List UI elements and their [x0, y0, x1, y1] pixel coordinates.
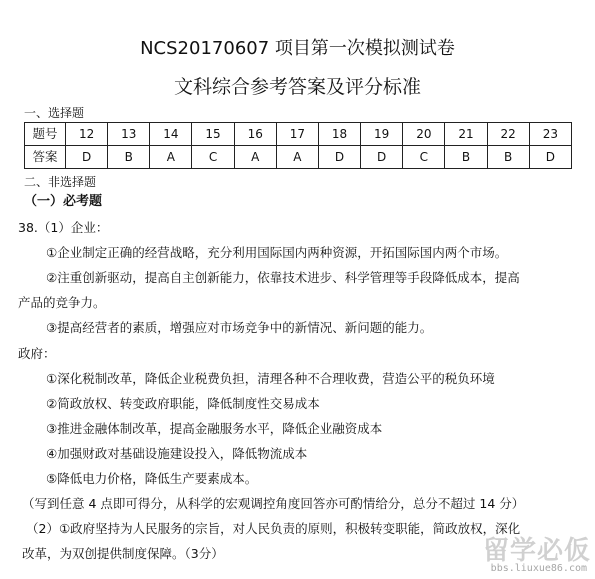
text-line: ③推进金融体制改革，提高金融服务水平，降低企业融资成本: [46, 421, 383, 436]
table-cell: A: [276, 146, 318, 169]
table-cell: C: [192, 146, 234, 169]
text-line: ⑤降低电力价格，降低生产要素成本。: [46, 471, 258, 486]
text-line: ①深化税制改革，降低企业税费负担，清理各种不合理收费，营造公平的税负环境: [46, 371, 495, 386]
table-row-answers: [25, 146, 572, 169]
section-2-title: 二、非选择题: [24, 175, 97, 189]
text-line: ①企业制定正确的经营战略，充分利用国际国内两种资源，开拓国际国内两个市场。: [46, 245, 508, 260]
table-cell: C: [403, 146, 445, 169]
table-cell: 16: [234, 123, 276, 146]
text-line: ③提高经营者的素质，增强应对市场竞争中的新情况、新问题的能力。: [46, 320, 433, 335]
table-cell: 14: [150, 123, 192, 146]
section-2-subtitle: （一）必考题: [24, 194, 103, 209]
text-line: （写到任意 4 点即可得分，从科学的宏观调控角度回答亦可酌情给分，总分不超过 14 分）: [22, 496, 525, 511]
table-cell: B: [487, 146, 529, 169]
table-cell: 21: [445, 123, 487, 146]
watermark-url: bbs.liuxue86.com: [490, 563, 587, 574]
text-line: ②注重创新驱动，提高自主创新能力，依靠技术进步、科学管理等手段降低成本，提高: [46, 270, 520, 285]
row-label-answer: 答案: [25, 146, 66, 169]
answer-table: [24, 122, 572, 169]
text-line: （2）①政府坚持为人民服务的宗旨，对人民负责的原则，积极转变职能，简政放权，深化: [26, 521, 521, 536]
text-line: ④加强财政对基础设施建设投入，降低物流成本: [46, 446, 308, 461]
table-cell: D: [318, 146, 360, 169]
section-1-title: 一、选择题: [24, 106, 85, 120]
table-cell: 19: [361, 123, 403, 146]
text-line: ②简政放权、转变政府职能，降低制度性交易成本: [46, 396, 320, 411]
text-line: 产品的竞争力。: [18, 295, 106, 310]
table-cell: D: [529, 146, 571, 169]
table-cell: A: [234, 146, 276, 169]
table-cell: 12: [66, 123, 108, 146]
watermark-logo: 留学必仮: [482, 536, 591, 566]
table-cell: D: [361, 146, 403, 169]
watermark: [425, 530, 595, 579]
table-cell: 23: [529, 123, 571, 146]
table-cell: 15: [192, 123, 234, 146]
table-cell: 20: [403, 123, 445, 146]
text-line: 38.（1）企业：: [18, 220, 109, 235]
title-line-2: 文科综合参考答案及评分标准: [173, 76, 421, 98]
text-line: 改革，为双创提供制度保障。（3分）: [22, 546, 224, 561]
table-cell: A: [150, 146, 192, 169]
table-cell: 13: [108, 123, 150, 146]
table-cell: 18: [318, 123, 360, 146]
text-line: 政府：: [18, 346, 56, 361]
table-cell: B: [445, 146, 487, 169]
table-cell: B: [108, 146, 150, 169]
row-label-number: 题号: [25, 123, 66, 146]
table-row-numbers: [25, 123, 572, 146]
table-cell: 17: [276, 123, 318, 146]
table-cell: 22: [487, 123, 529, 146]
title-line-1: NCS20170607 项目第一次模拟测试卷: [140, 38, 455, 59]
table-cell: D: [66, 146, 108, 169]
